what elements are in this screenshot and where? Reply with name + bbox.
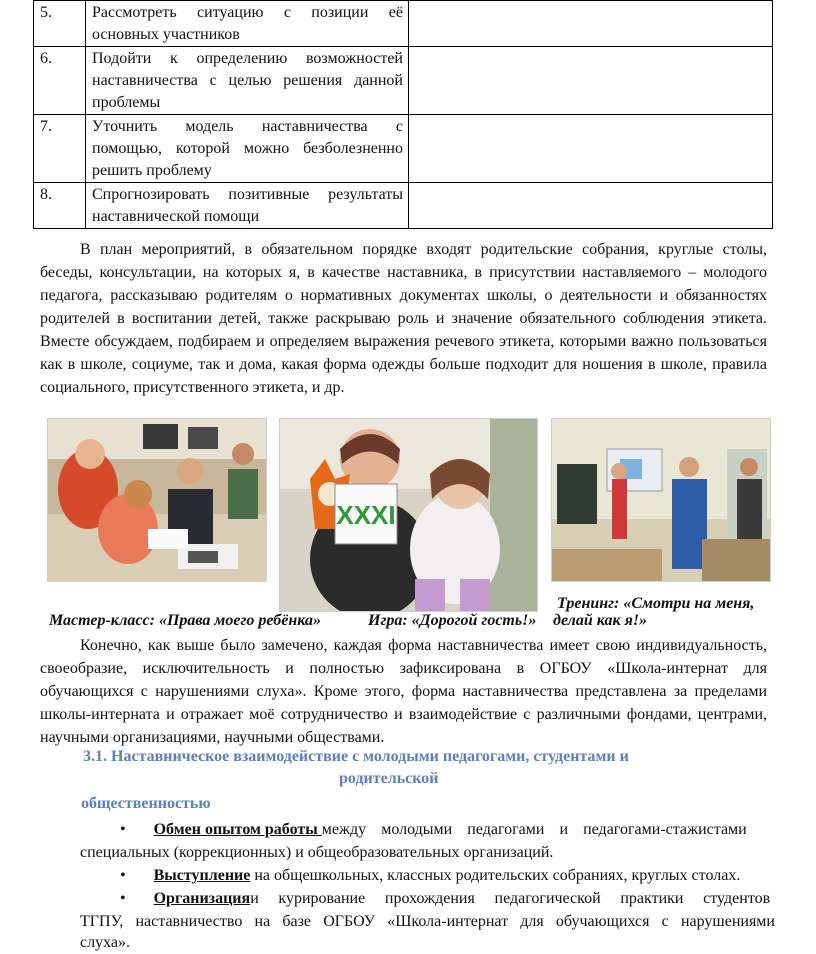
bullet-text: между молодыми педагогами и педагогами-стажистами <box>321 821 747 838</box>
paragraph-events: В план мероприятий, в обязательном порядке входят родительские собрания, круглые столы, беседы, консультации, на которых я, в качестве наставника, в присутствии наставляемого – молодого педагога, рассказываю родителям о нормативных документах школы, о деятельности и обязанностях родителей в воспитании детей, также раскрываю роль и значение обязательного соблюдения этикета. Вместе обсуждаем, подбираем и определяем выражения речевого этикета, которыми важно пользоваться как в школе, социуме, так и дома, какая форма одежды больше подходит для ношения в школе, правила социального, присутственного этикета, и др. <box>40 241 767 396</box>
caption-training-line1: Тренинг: «Смотри на меня, <box>557 595 755 612</box>
photo-game <box>279 418 538 612</box>
row-number: 5. <box>34 1 86 47</box>
table-row <box>34 47 773 115</box>
row-number: 6. <box>34 47 86 115</box>
list-item <box>120 864 740 887</box>
caption-master-class: Мастер-класс: «Права моего ребёнка» <box>49 612 321 629</box>
bullet-continuation: специальных (коррекционных) и общеобразовательных организаций. <box>80 844 554 861</box>
bullet-icon: • <box>120 890 126 907</box>
section-heading-line2: родительской <box>339 770 439 787</box>
row-empty-cell <box>409 47 773 115</box>
table-row <box>34 183 773 229</box>
bullet-bold-text: Обмен опытом работы <box>153 821 322 838</box>
row-text: Уточнить модель наставничества с помощью, которой можно безболезненно решить проблему <box>86 115 409 183</box>
bullet-continuation: ТГПУ, наставничество на базе ОГБОУ «Школа-интернат для обучающихся с нарушениями <box>80 913 775 930</box>
bullet-continuation: слуха». <box>80 934 130 951</box>
bullet-bold-text: Организация <box>153 890 251 907</box>
training-photo-image <box>552 419 770 581</box>
fox-puppet-photo-image <box>280 419 537 611</box>
caption-training-line2: делай как я!» <box>553 612 648 629</box>
classroom-photo-image <box>48 419 266 581</box>
row-number: 8. <box>34 183 86 229</box>
section-heading-line3: общественностью <box>81 795 211 812</box>
section-heading-line1: 3.1. Наставническое взаимодействие с молодыми педагогами, студентами и <box>83 748 629 765</box>
photo-training <box>551 418 771 582</box>
list-item <box>120 887 770 910</box>
steps-table <box>33 0 773 229</box>
bullet-icon: • <box>120 821 126 838</box>
table-row <box>34 1 773 47</box>
bullet-text: на общешкольных, классных родительских собраниях, круглых столах. <box>250 867 741 884</box>
row-empty-cell <box>409 115 773 183</box>
row-empty-cell <box>409 1 773 47</box>
row-text: Спрогнозировать позитивные результаты наставнической помощи <box>86 183 409 229</box>
row-text: Рассмотреть ситуацию с позиции её основных участников <box>86 1 409 47</box>
list-item <box>120 818 747 841</box>
row-text: Подойти к определению возможностей наставничества с целью решения данной проблемы <box>86 47 409 115</box>
paragraph-conclusion: Конечно, как выше было замечено, каждая форма наставничества имеет свою индивидуальность, своеобразие, исключительность и полностью зафиксирована в ОГБОУ «Школа-интернат для обучающихся с нарушениями слуха». Кроме этого, форма наставничества представлена за пределами школы-интерната и отражает моё сотрудничество и взаимодействие с различными фондами, центрами, научными организациями, научными обществами. <box>40 637 767 746</box>
bullet-icon: • <box>120 867 126 884</box>
table-row <box>34 115 773 183</box>
caption-game: Игра: «Дорогой гость!» <box>368 612 537 629</box>
sign-letters: XXXI <box>336 500 396 530</box>
row-number: 7. <box>34 115 86 183</box>
bullet-text: и курирование прохождения педагогической практики студентов <box>250 890 771 907</box>
bullet-bold-text: Выступление <box>153 867 251 884</box>
row-empty-cell <box>409 183 773 229</box>
photo-master-class <box>47 418 267 582</box>
